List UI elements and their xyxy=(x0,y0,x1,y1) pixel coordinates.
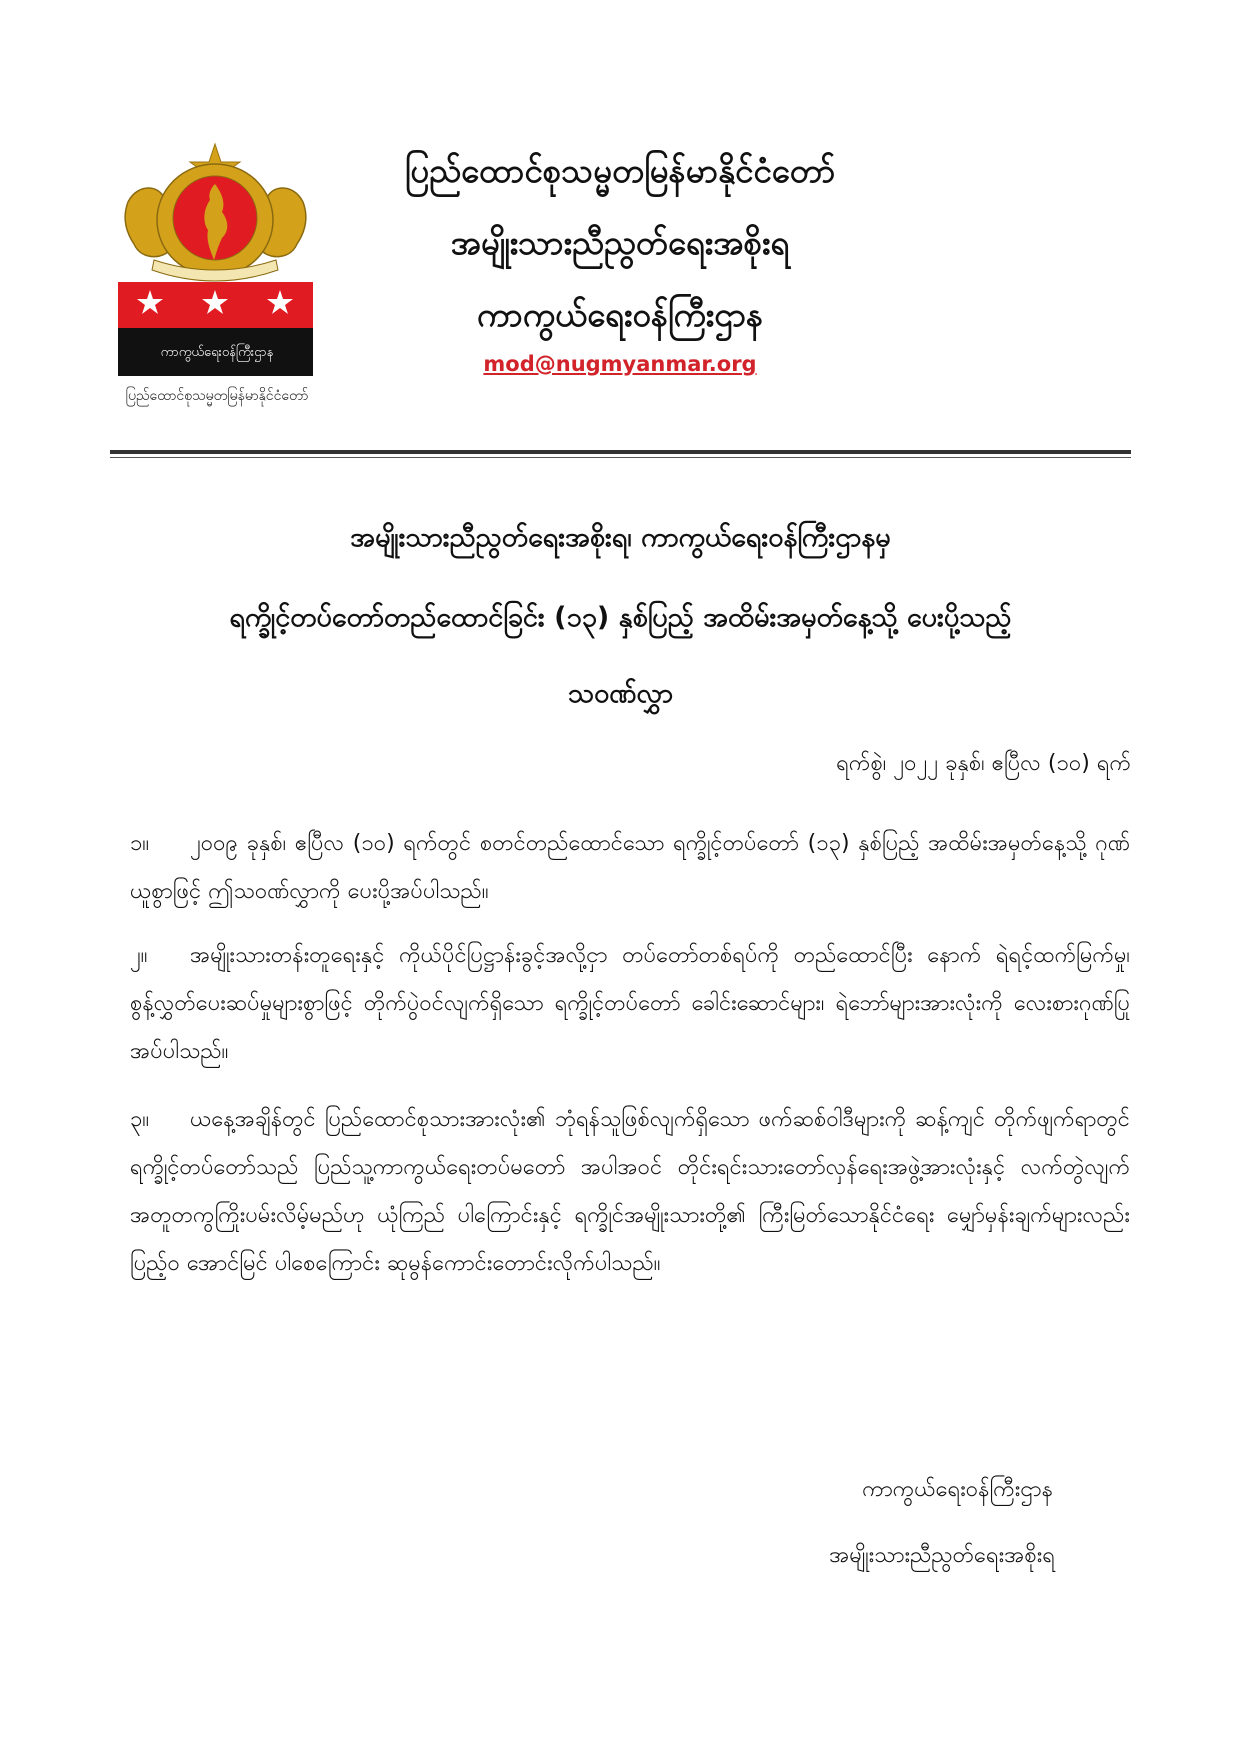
document-title-line-1: အမျိုးသားညီညွတ်ရေးအစိုးရ၊ ကာကွယ်ရေးဝန်ကြီးဌာနမှ xyxy=(350,522,891,553)
header-line-2: အမျိုးသားညီညွတ်ရေးအစိုးရ xyxy=(450,223,790,262)
header-divider-thin xyxy=(110,457,1131,458)
signature-line-2: အမျိုးသားညီညွတ်ရေးအစိုးရ xyxy=(829,1543,1055,1568)
paragraph-text: အမျိုးသားတန်းတူရေးနှင့် ကိုယ်ပိုင်ပြဋ္ဌာန်းခွင့်အလို့ငှာ တပ်တော်တစ်ရပ်ကို တည်ထောင်ပြီး နောက် ရဲရင့်ထက်မြက်မှု၊ စွန့်လွှတ်ပေးဆပ်မှုများစွာဖြင့် တိုက်ပွဲဝင်လျက်ရှိသော ရက္ခိုင့်တပ်တော် ခေါင်းဆောင်များ၊ ရဲဘော်များအားလုံးကို လေးစားဂုဏ်ပြုအပ်ပါသည်။ xyxy=(130,943,1130,1064)
paragraph-text: ယနေ့အချိန်တွင် ပြည်ထောင်စုသားအားလုံး၏ ဘုံရန်သူဖြစ်လျက်ရှိသော ဖက်ဆစ်ဝါဒီများကို ဆန့်ကျင် တိုက်ဖျက်ရာတွင် ရက္ခိုင့်တပ်တော်သည် ပြည်သူ့ကာကွယ်ရေးတပ်မတော် အပါအဝင် တိုင်းရင်းသားတော်လှန်ရေးအဖွဲ့အားလုံးနှင့် လက်တွဲလျက် အတူတကွကြိုးပမ်းလိမ့်မည်ဟု ယုံကြည် ပါကြောင်းနှင့် ရက္ခိုင်အမျိုးသားတို့၏ ကြီးမြတ်သောနိုင်ငံရေး မျှော်မှန်းချက်များလည်း ပြည့်ဝ အောင်မြင် ပါစေကြောင်း ဆုမွန်ကောင်းတောင်းလိုက်ပါသည်။ xyxy=(130,1107,1130,1276)
document-title-line-3: သဝဏ်လွှာ xyxy=(568,678,673,709)
header-line-1: ပြည်ထောင်စုသမ္မတမြန်မာနိုင်ငံတော် xyxy=(404,151,836,190)
emblem-band-text: ကာကွယ်ရေးဝန်ကြီးဌာန xyxy=(160,345,274,360)
paragraph-number: ၁။ xyxy=(130,831,150,856)
document-title-line-2: ရက္ခိုင့်တပ်တော်တည်ထောင်ခြင်း (၁၃) နှစ်ပြည့် အထိမ်းအမှတ်နေ့သို့ ပေးပို့သည့် xyxy=(229,602,1012,633)
header-divider xyxy=(110,450,1131,454)
document-date: ရက်စွဲ၊ ၂၀၂၂ ခုနှစ်၊ ဧပြီလ (၁၀) ရက် xyxy=(836,751,1131,776)
ministry-emblem xyxy=(112,142,318,412)
paragraph-number: ၃။ xyxy=(130,1107,150,1132)
emblem-caption: ပြည်ထောင်စုသမ္မတမြန်မာနိုင်ငံတော် xyxy=(125,388,309,404)
paragraph-3 xyxy=(130,1096,1130,1288)
paragraph-2 xyxy=(130,932,1130,1076)
paragraph-number: ၂။ xyxy=(130,943,148,968)
paragraph-1 xyxy=(130,820,1130,916)
header-line-3: ကာကွယ်ရေးဝန်ကြီးဌာန xyxy=(476,295,764,334)
paragraph-text: ၂၀၀၉ ခုနှစ်၊ ဧပြီလ (၁၀) ရက်တွင် စတင်တည်ထောင်သော ရက္ခိုင့်တပ်တော် (၁၃) နှစ်ပြည့် အထိမ်းအမှတ်နေ့သို့ ဂုဏ်ယူစွာဖြင့် ဤသဝဏ်လွှာကို ပေးပို့အပ်ပါသည်။ xyxy=(130,831,1130,904)
email-link[interactable]: mod@nugmyanmar.org xyxy=(483,352,757,376)
signature-line-1: ကာကွယ်ရေးဝန်ကြီးဌာန xyxy=(862,1477,1053,1502)
